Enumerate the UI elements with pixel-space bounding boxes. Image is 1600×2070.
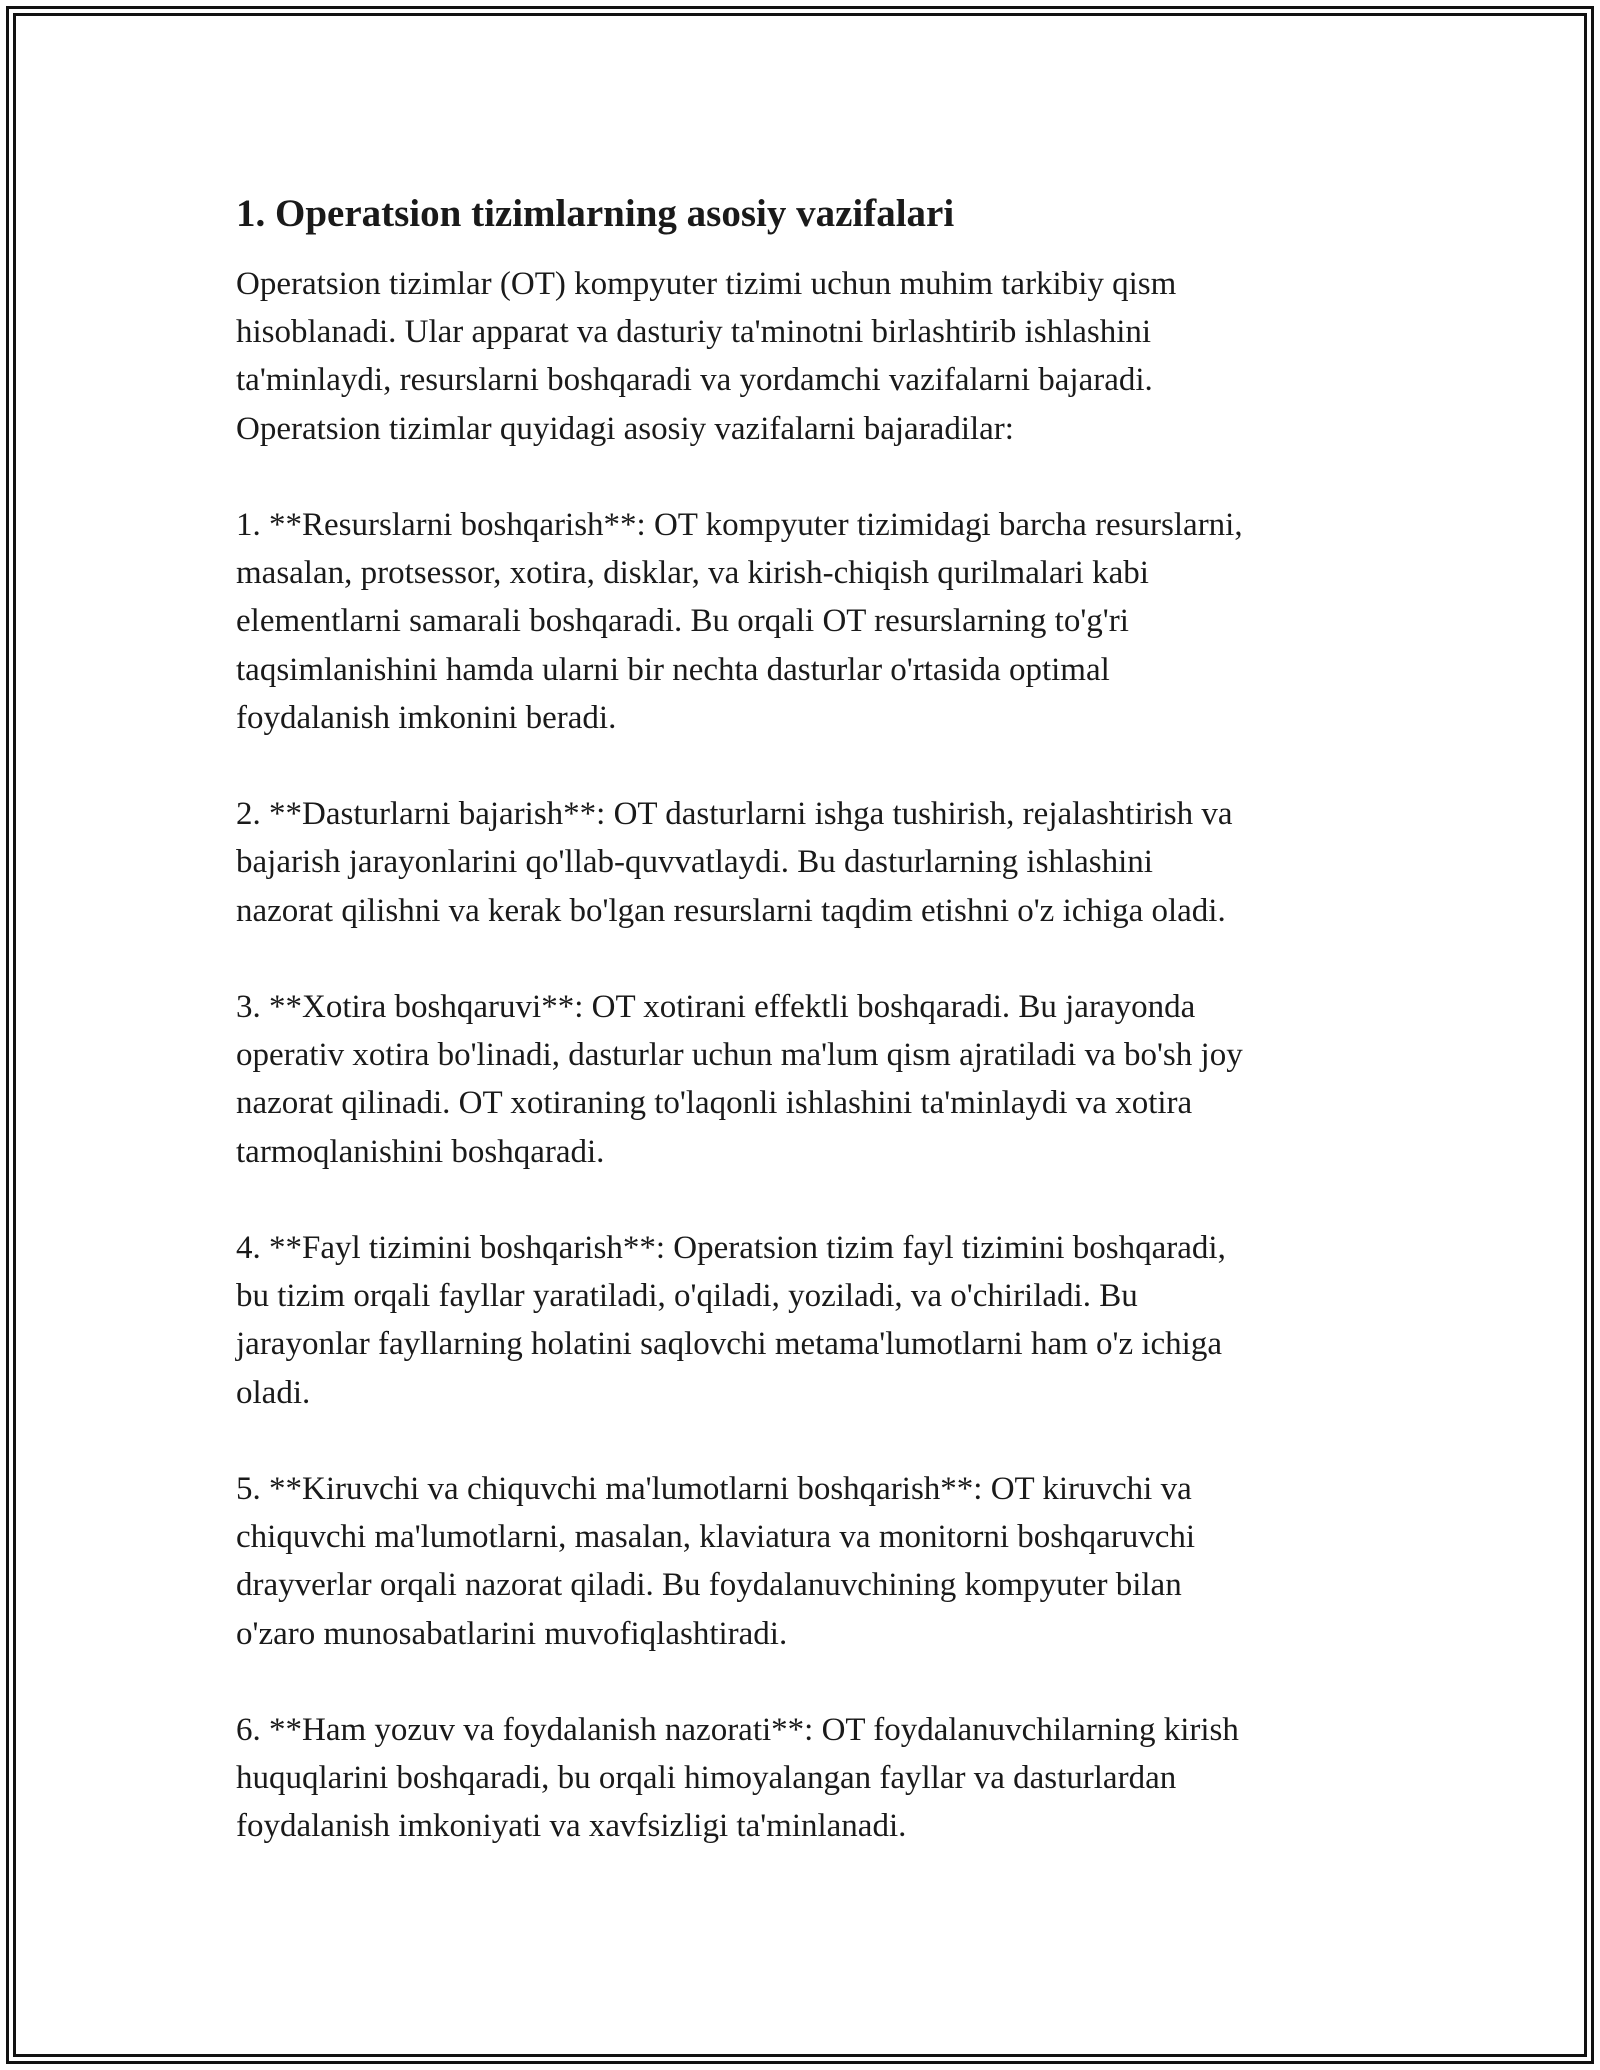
document-body — [236, 186, 1396, 1851]
intro-paragraph: Operatsion tizimlar (OT) kompyuter tizimi uchun muhim tarkibiy qism hisoblanadi. Ular apparat va dasturiy ta'minotni birlashtirib ishlashini ta'minlaydi, resurslarni boshqaradi va yordamchi vazifalarni bajaradi. Operatsion tizimlar quyidagi asosiy vazifalarni bajaradilar: — [236, 266, 1177, 447]
list-item-programs: 2. **Dasturlarni bajarish**: OT dasturlarni ishga tushirish, rejalashtirish va bajarish jarayonlarini qo'llab-quvvatlaydi. Bu dasturlarning ishlashini nazorat qilishni va kerak bo'lgan resurslarni taqdim etishni o'z ichiga oladi. — [236, 796, 1233, 929]
document-title: 1. Operatsion tizimlarning asosiy vazifalari — [236, 192, 955, 235]
list-item-file-system: 4. **Fayl tizimini boshqarish**: Operatsion tizim fayl tizimini boshqaradi, bu tizim orqali fayllar yaratiladi, o'qiladi, yoziladi, va o'chiriladi. Bu jarayonlar fayllarning holatini saqlovchi metama'lumotlarni ham o'z ichiga oladi. — [236, 1230, 1226, 1411]
list-item-memory: 3. **Xotira boshqaruvi**: OT xotirani effektli boshqaradi. Bu jarayonda operativ xotira bo'linadi, dasturlar uchun ma'lum qism ajratiladi va bo'sh joy nazorat qilinadi. OT xotiraning to'laqonli ishlashini ta'minlaydi va xotira tarmoqlanishini boshqaradi. — [236, 989, 1243, 1170]
list-item-access-control: 6. **Ham yozuv va foydalanish nazorati**: OT foydalanuvchilarning kirish huquqlarini boshqaradi, bu orqali himoyalangan fayllar va dasturlardan foydalanish imkoniyati va xavfsizligi ta'minlanadi. — [236, 1712, 1239, 1845]
list-item-io: 5. **Kiruvchi va chiquvchi ma'lumotlarni boshqarish**: OT kiruvchi va chiquvchi ma'lumotlarni, masalan, klaviatura va monitorni boshqaruvchi drayverlar orqali nazorat qiladi. Bu foydalanuvchining kompyuter bilan o'zaro munosabatlarini muvofiqlashtiradi. — [236, 1471, 1196, 1652]
list-item-resources: 1. **Resurslarni boshqarish**: OT kompyuter tizimidagi barcha resurslarni, masalan, protsessor, xotira, disklar, va kirish-chiqish qurilmalari kabi elementlarni samarali boshqaradi. Bu orqali OT resurslarning to'g'ri taqsimlanishini hamda ularni bir nechta dasturlar o'rtasida optimal foydalanish imkonini beradi. — [236, 507, 1243, 736]
